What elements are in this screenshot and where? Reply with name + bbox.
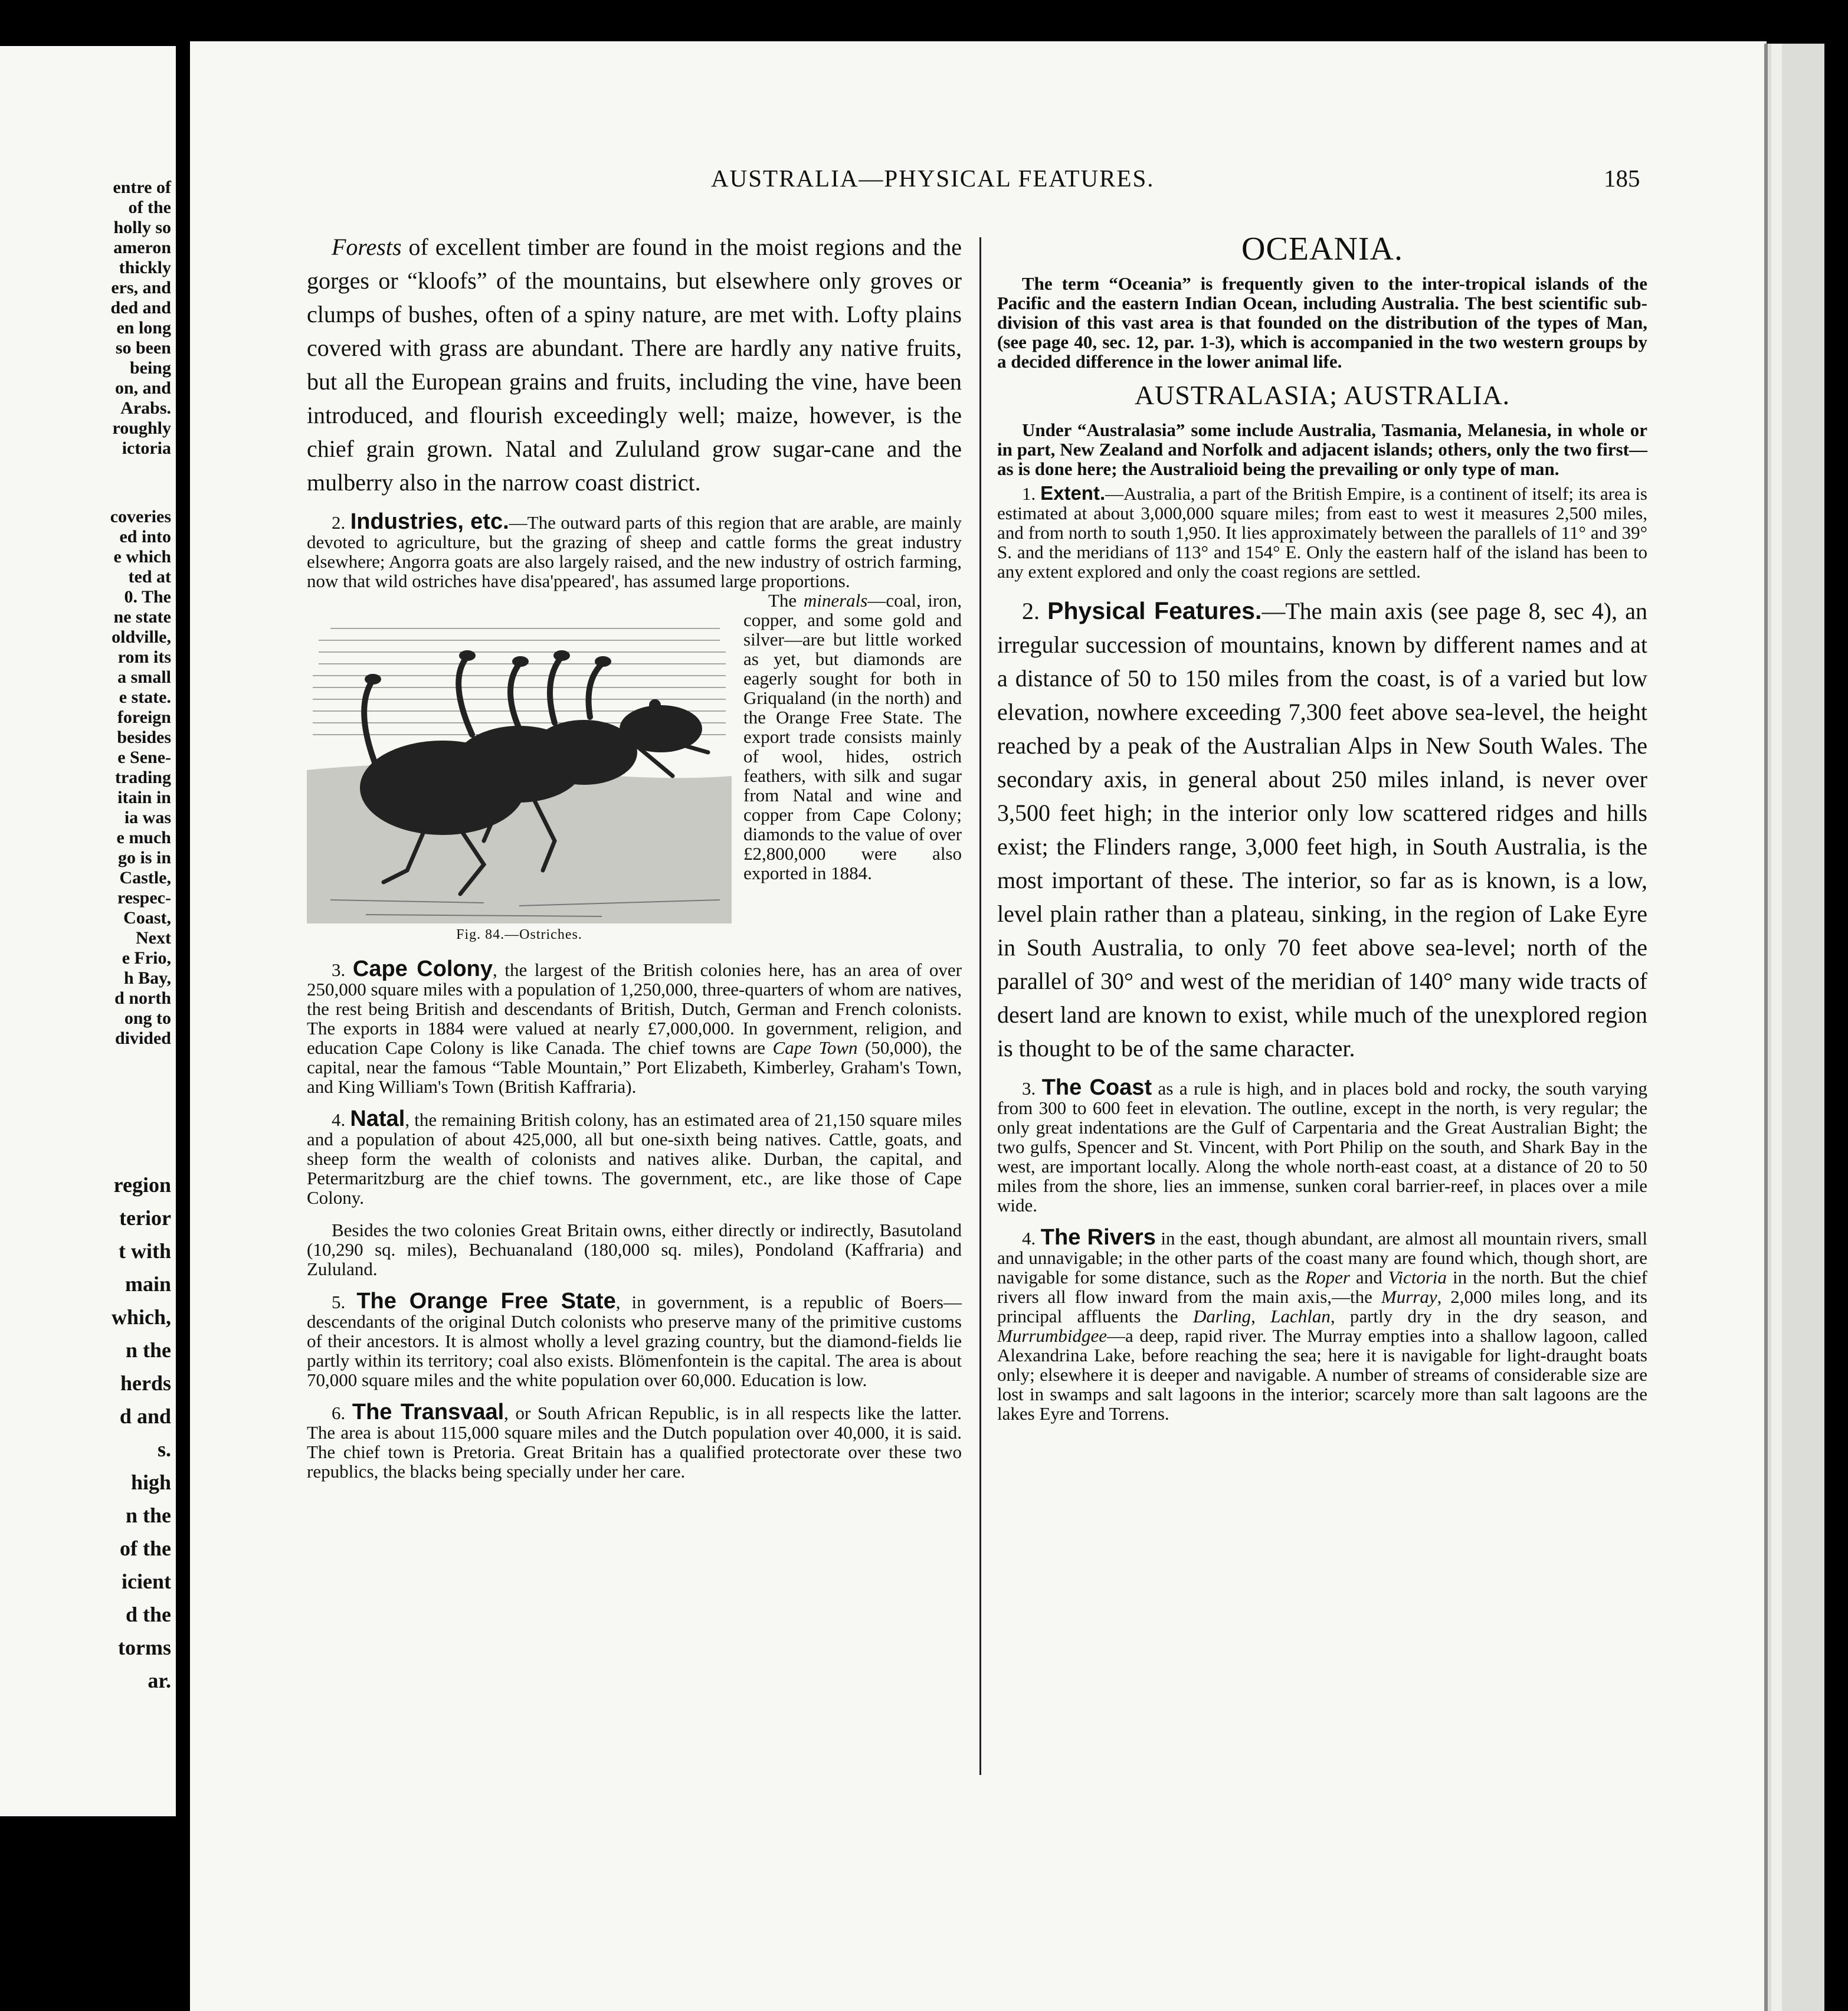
left-page-fragment: itain in [117,788,171,807]
orange-free-state-section: 5. The Orange Free State, in government, is a republic of Boers—descendants of the original Dutch colonists who preserve many of the primitive customs of their ancestors. It is almost wholly a level grazing country, but the diamond-fields lie partly within its territory; coal also exists. Blömenfontein is the capital. The area is about 70,000 square miles and the white population over 60,000. Education is low. [307,1289,962,1390]
physical-features-heading: Physical Features. [1047,597,1262,624]
left-column [307,230,962,1481]
australasia-title: AUSTRALASIA; AUSTRALIA. [1134,380,1510,410]
left-page-fragment: so been [115,338,171,358]
transvaal-heading: The Transvaal [352,1400,504,1424]
left-page-fragment: e state. [119,687,171,707]
left-page-fragment: ed into [119,527,171,546]
left-page-fragment: 0. The [124,587,171,607]
extent-heading: Extent. [1040,482,1106,504]
left-page-fragment: respec- [117,888,171,908]
left-page-fragment: t with [119,1239,171,1263]
left-page-fragment: ers, and [111,278,171,297]
left-page-fragment: e Frio, [122,948,171,968]
left-page-fragment: torms [118,1636,171,1659]
left-page-fragment: Next [136,928,171,948]
left-page-fragment: n the [125,1338,171,1362]
left-page-fragment: coveries [110,507,171,526]
left-page-fragment: besides [117,728,171,747]
left-page-fragment: en long [116,318,171,338]
transvaal-section: 6. The Transvaal, or South African Republic, is in all respects like the latter. The area is about 115,000 square miles and the Dutch population over 40,000, it is said. The chief town is Pretoria. Great Britain has a qualified protectorate over these two republics, the blacks being specially under her care. [307,1400,962,1482]
left-page-fragment: rom its [117,647,171,667]
left-page-fragment: e much [116,828,171,847]
left-page-fragment: divided [114,1029,171,1048]
left-page-fragment: region [113,1173,171,1197]
running-title: AUSTRALIA—PHYSICAL FEATURES. [711,165,1155,192]
left-page-fragment: holly so [113,218,171,237]
left-page-fragment: terior [119,1206,171,1230]
left-page-fragment: Coast, [123,908,171,928]
left-page-fragment: icient [122,1570,171,1593]
left-page-fragment: s. [157,1437,171,1461]
industries-section: 2. Industries, etc.—The outward parts of this region that are arable, are mainly devoted to agriculture, but the grazing of sheep and cattle forms the great industry elsewhere; Angorra goats are also largely raised, and the new industry of ostrich farming, now that wild ostriches have disa'ppeared', has assumed large proportions. [307,509,962,591]
left-page-fragment: ong to [124,1008,171,1028]
left-page-fragment: being [129,358,171,378]
left-page-fragment: d north [114,988,171,1008]
left-page-fragment: trading [114,768,171,787]
australasia-paragraph: Under “Australasia” some include Australia, Tasmania, Melanesia, in whole or in part, New Zealand and Norfolk and adjacent islands; others, only the two first—as is done here; the Australioid being the prevailing or only type of man. [997,420,1647,479]
besides-paragraph: Besides the two colonies Great Britain owns, either directly or indirectly, Basutoland (10,290 sq. miles), Bechuanaland (180,000 sq. miles), Pondoland (Kaffraria) and Zululand. [307,1220,962,1279]
page-number: 185 [1604,165,1640,192]
rivers-heading: The Rivers [1040,1225,1156,1250]
left-page-fragment: main [124,1272,171,1296]
left-page-fragment: on, and [114,378,171,398]
ostriches-engraving-icon [307,593,732,923]
left-page-fragment: e Sene- [117,748,171,767]
left-page-fragment: e which [113,547,171,566]
coast-heading: The Coast [1041,1075,1152,1100]
natal-heading: Natal [350,1106,405,1131]
natal-section: 4. Natal, the remaining British colony, has an estimated area of 21,150 square miles and a population of about 425,000, all but one-sixth being natives. Cattle, goats, and sheep form the wealth of colonists and natives alike. Durban, the capital, and Petermaritzburg are the chief towns. The government, etc., are like those of Cape Colony. [307,1106,962,1208]
left-page-fragment: of the [120,1537,171,1560]
left-page-fragment: ia was [124,808,171,827]
left-page-fragment: ted at [128,567,171,587]
left-page-fragment: a small [117,667,171,687]
left-page-fragment: go is in [117,848,171,867]
left-page-fragment: which, [111,1305,171,1329]
left-page-fragment: Castle, [119,868,171,887]
forests-italic: Forests [332,234,402,260]
column-rule [979,237,981,1775]
left-facing-page [0,46,176,1816]
left-page-fragment: ne state [113,607,171,627]
rivers-section: 4. The Rivers in the east, though abundant, are almost all mountain rivers, small and unnavigable; in the other parts of the coast many are found which, though short, are navigable for some distance, such as the Roper and Victoria in the north. But the chief rivers all flow inward from the main axis,—the Murray, 2,000 miles long, and its principal affluents the Darling, Lachlan, partly dry in the dry season, and Murrumbidgee—a deep, rapid river. The Murray empties into a shallow lagoon, called Alexandrina Lake, before reaching the sea; here it is navigable for light-draught boats only; elsewhere it is deeper and navigable. A number of streams of considerable size are lost in swamps and salt lagoons in the interior; scarcely more than salt lagoons are the lakes Eyre and Torrens. [997,1225,1647,1424]
left-page-fragment: thickly [119,258,171,277]
left-page-fragment: of the [128,198,171,217]
left-page-fragment: ar. [148,1669,171,1692]
physical-features-section: 2. Physical Features.—The main axis (see page 8, sec 4), an irregular succession of mountains, known by different names and at a distance of 50 to 150 miles from the coast, is of a varied but low elevation, nowhere exceeding 7,300 feet above sea-level, the height reached by a peak of the Australian Alps in New South Wales. The secondary axis, in general about 250 miles inland, is never over 3,500 feet high; in the interior only low scattered ridges and hills exist; the Flinders range, 3,000 feet high, in South Australia, is the most important of these. The interior, so far as is known, is a low, level plain rather than a plateau, sinking, in the region of Lake Eyre in South Australia, to only 70 feet above sea-level; north of the parallel of 30° and west of the meridian of 140° many wide tracts of desert land are known to exist, while much of the unexplored region is thought to be of the same character. [997,597,1648,1062]
left-page-fragment: ameron [113,238,171,257]
extent-section: 1. Extent.—Australia, a part of the British Empire, is a continent of itself; its area is estimated at about 3,000,000 square miles; from east to west it measures 2,500 miles, and from north to south 1,950. It lies approximately between the parallels of 11° and 39° S. and the meridians of 113° and 154° E. Only the eastern half of the island has been to any extent explored and only the coast regions are settled. [997,482,1648,582]
left-page-fragment: d and [119,1404,171,1428]
figure-caption: Fig. 84.—Ostriches. [456,927,582,942]
minerals-paragraph: The minerals—coal, iron, copper, and some gold and silver—are but little worked as yet, but diamonds are eagerly sought for both in Griqualand (in the north) and the Orange Free State. The export trade consists mainly of wool, hides, ostrich feathers, with silk and sugar from Natal and wine and copper from Cape Colony; diamonds to the value of over £2,800,000 were also exported in 1884. [743,590,962,883]
orange-free-state-heading: The Orange Free State [356,1289,616,1314]
page-edge-highlight [1771,44,1782,2011]
cape-colony-section: 3. Cape Colony, the largest of the British colonies here, has an area of over 250,000 square miles with a population of 1,250,000, three-quarters of whom are natives, the rest being British and descendants of British, Dutch, German and French colonists. The exports in 1884 were valued at nearly £7,000,000. In government, religion, and education Cape Colony is like Canada. The chief towns are Cape Town (50,000), the capital, near the famous “Table Mountain,” Port Elizabeth, Kimberley, Graham's Town, and King William's Town (British Kaffraria). [307,957,962,1097]
left-page-fragment: h Bay, [123,968,171,988]
right-column [997,230,1647,1423]
left-page-fragment: Arabs. [120,398,171,418]
left-page-fragment: ictoria [122,438,171,458]
left-page-fragment: n the [125,1504,171,1527]
forests-paragraph: Forests of excellent timber are found in the moist regions and the gorges or “kloofs” of the mountains, but elsewhere only groves or clumps of bushes, often of a spiny nature, are met with. Lofty plains covered with grass are abundant. There are hardly any native fruits, but all the European grains and fruits, including the vine, have been introduced, and flourish exceedingly well; maize, however, is the chief grain grown. Natal and Zululand grow sugar-cane and the mulberry also in the narrow coast district. [307,234,962,496]
left-page-fragment: oldville, [112,627,171,647]
left-page-fragment: d the [125,1603,171,1626]
cape-colony-heading: Cape Colony [352,957,493,981]
left-page-fragment: foreign [117,708,171,727]
industries-heading: Industries, etc. [350,509,509,534]
coast-section: 3. The Coast as a rule is high, and in places bold and rocky, the south varying from 300 to 600 feet in elevation. The outline, except in the north, is very regular; the only great indentations are the Gulf of Carpentaria and the Great Australian Bight; the two gulfs, Spencer and St. Vincent, with Port Philip on the south, and Shark Bay in the west, are important locally. Along the whole north-east coast, at a distance of 20 to 50 miles from the shore, lies an immense, sunken coral barrier-reef, in places over a mile wide. [997,1075,1647,1216]
ostriches-figure [307,593,732,943]
left-page-fragment: entre of [113,178,171,197]
left-page-fragment: high [130,1470,171,1494]
left-page-fragment: herds [120,1371,171,1395]
oceania-title: OCEANIA. [1241,231,1403,267]
left-page-fragment: ded and [110,298,171,317]
oceania-paragraph: The term “Oceania” is frequently given to the inter-tropical islands of the Pacific and the eastern Indian Ocean, including Australia. The best scientific sub-division of this vast area is that founded on the distribution of the types of Man, (see page 40, sec. 12, par. 1-3), which is accompanied in the two western groups by a decided difference in the lower animal life. [997,273,1647,372]
left-page-fragment: roughly [112,418,171,438]
